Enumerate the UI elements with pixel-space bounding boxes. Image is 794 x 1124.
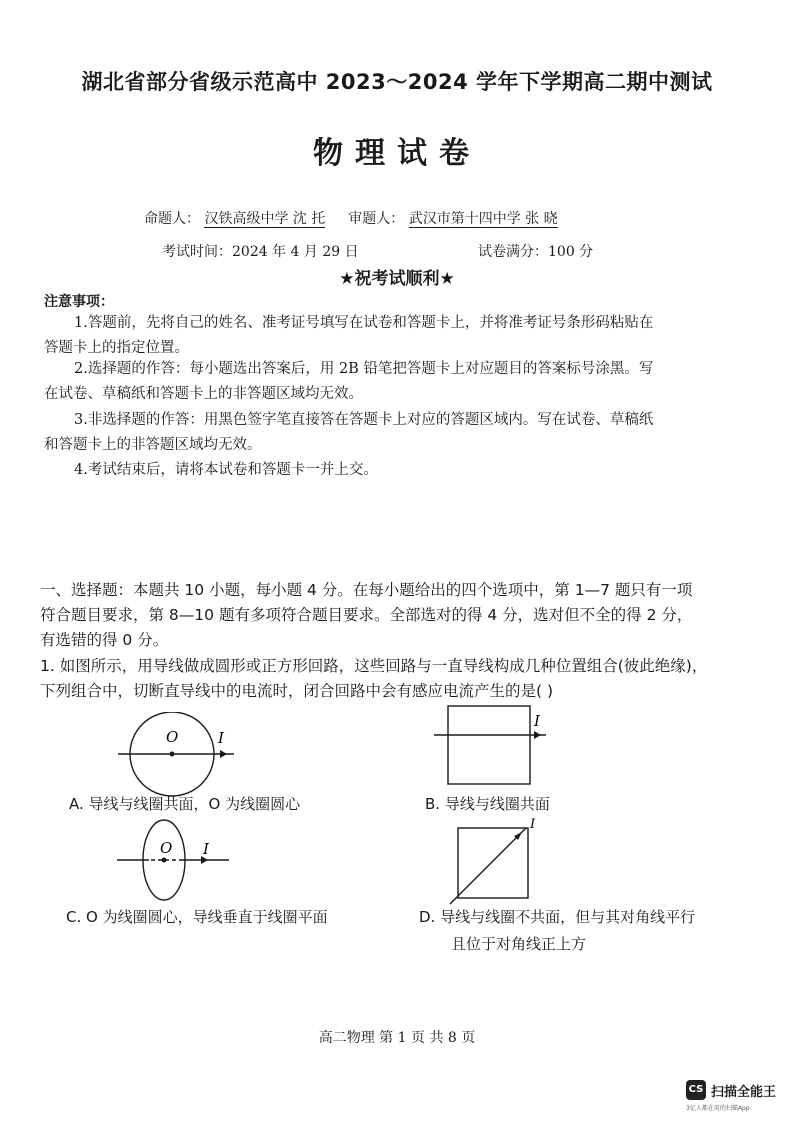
author-name: 汉铁高级中学 沈 托 (204, 211, 326, 227)
subject-title: 物理试卷 (313, 136, 481, 171)
reviewer-label: 审题人： (348, 211, 405, 227)
notice-line: 2.选择题的作答：每小题选出答案后，用 2B 铅笔把答题卡上对应题目的答案标号涂黑。写 (74, 361, 654, 377)
notice-item-1 (44, 311, 734, 361)
notice-line: 在试卷、草稿纸和答题卡上的非答题区域均无效。 (44, 386, 363, 402)
center-dot (170, 752, 175, 757)
current-label: I (530, 817, 536, 832)
current-arrow-icon (220, 750, 227, 758)
notice-line: 和答题卡上的非答题区域均无效。 (44, 437, 262, 453)
notice-line: 3.非选择题的作答：用黑色签字笔直接答在答题卡上对应的答题区域内。写在试卷、草稿纸 (74, 412, 654, 428)
option-d-line: D. 导线与线圈不共面，但与其对角线平行 (419, 908, 696, 926)
watermark-tagline: 3亿人都在用的扫描App (686, 1105, 750, 1112)
full-score: 试卷满分：100 分 (478, 244, 594, 260)
notice-heading: 注意事项： (44, 294, 114, 310)
reviewer-name: 武汉市第十四中学 张 晓 (408, 211, 558, 227)
option-a[interactable]: A. 导线与线圈共面，O 为线圈圆心 (69, 795, 301, 813)
notice-item-3 (44, 408, 734, 458)
page-footer: 高二物理 第 1 页 共 8 页 (318, 1030, 476, 1046)
scanner-watermark (686, 1080, 780, 1114)
square-loop (448, 706, 530, 784)
option-d-line: 且位于对角线正上方 (451, 935, 587, 953)
figure-b (434, 704, 554, 786)
section-line: 有选错的得 0 分。 (40, 631, 169, 649)
question-1-stem (40, 654, 760, 704)
notice-line: 1.答题前，先将自己的姓名、准考证号填写在试卷和答题卡上，并将准考证号条形码粘贴在 (74, 315, 654, 331)
camscanner-logo-icon: CS (686, 1080, 706, 1100)
section-line: 一、选择题：本题共 10 小题，每小题 4 分。在每小题给出的四个选项中，第 1—7 题只有一项 (40, 581, 693, 599)
center-label: O (166, 728, 179, 746)
current-label: I (218, 729, 224, 747)
current-arrow-icon (534, 731, 541, 739)
watermark-app-name: 扫描全能王 (711, 1085, 777, 1100)
center-label: O (160, 839, 173, 857)
question-line: 下列组合中，切断直导线中的电流时，闭合回路中会有感应电流产生的是( ) (40, 682, 554, 700)
section-line: 符合题目要求，第 8—10 题有多项符合题目要求。全部选对的得 4 分，选对但不全的得 2 分， (40, 606, 693, 624)
figure-c (117, 818, 235, 902)
current-label: I (534, 712, 540, 730)
figure-a (118, 712, 236, 800)
notice-line: 答题卡上的指定位置。 (44, 340, 189, 356)
notice-item-4 (44, 458, 734, 483)
figure-d (446, 814, 550, 906)
option-d[interactable] (419, 906, 695, 954)
notice-line: 4.考试结束后，请将本试卷和答题卡一并上交。 (74, 462, 378, 478)
question-line: 1. 如图所示，用导线做成圆形或正方形回路，这些回路与一直导线构成几种位置组合(彼此绝缘)， (40, 657, 708, 675)
author-line (144, 208, 558, 228)
center-dot (162, 858, 167, 863)
straight-wire (450, 828, 526, 904)
section-1-instructions (40, 578, 760, 653)
option-b[interactable]: B. 导线与线圈共面 (425, 795, 550, 813)
current-label: I (203, 840, 209, 858)
exam-title: 湖北省部分省级示范高中 2023～2024 学年下学期高二期中测试 (81, 70, 713, 94)
author-label: 命题人： (144, 211, 200, 227)
option-c[interactable]: C. O 为线圈圆心，导线垂直于线圈平面 (66, 908, 328, 926)
notice-item-2 (44, 357, 734, 407)
blessing: ★祝考试顺利★ (339, 269, 455, 289)
exam-date: 考试时间：2024 年 4 月 29 日 (162, 244, 359, 260)
